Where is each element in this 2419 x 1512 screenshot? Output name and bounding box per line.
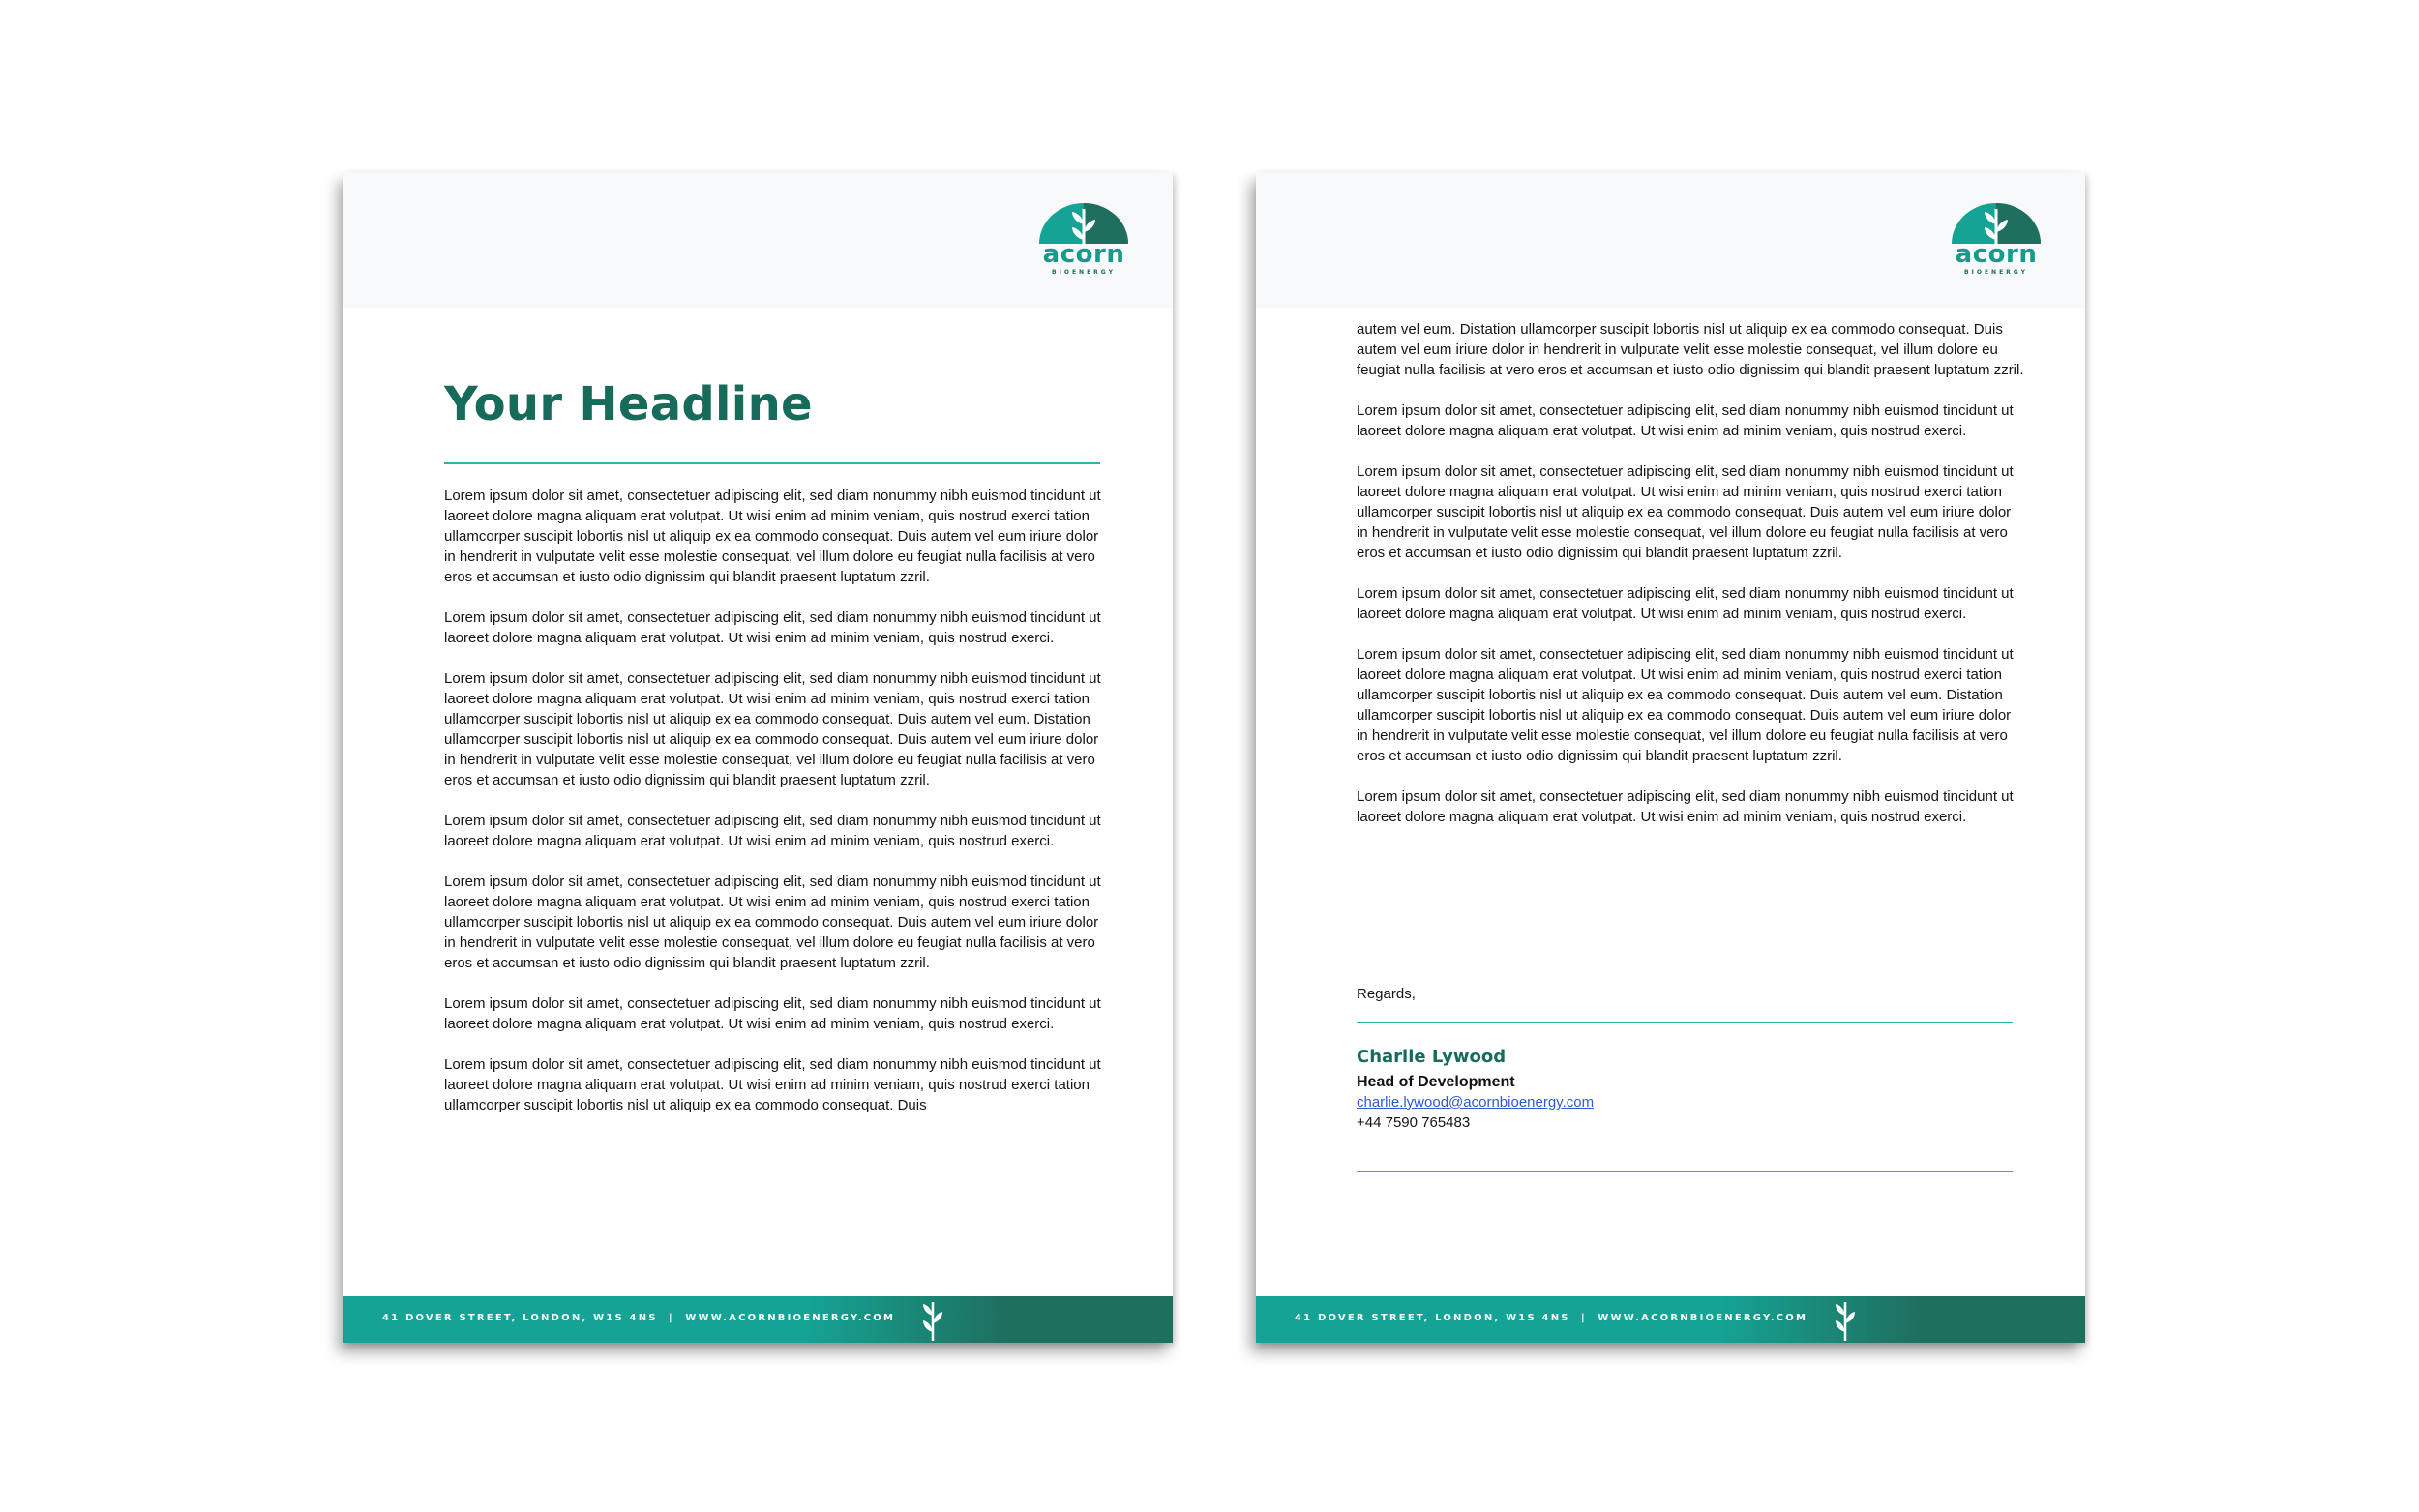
paragraph: Lorem ipsum dolor sit amet, consectetuer adipiscing elit, sed diam nonummy nibh euismod tincidunt ut laoreet dolore magna aliquam erat volutpat. Ut wisi enim ad minim veniam, quis nostrud exerci. [444,609,1101,646]
paragraph: Lorem ipsum dolor sit amet, consectetuer adipiscing elit, sed diam nonummy nibh euismod tincidunt ut laoreet dolore magna aliquam erat volutpat. Ut wisi enim ad minim veniam, quis nostrud exerci tation ullamcorper suscipit lobortis nisl ut aliquip ex ea commodo consequat. Duis autem vel eum iriure dolor in hendrerit in vulputate velit esse molestie consequat, vel illum dolore eu feugiat nulla facilisis at vero eros et accumsan et iusto odio dignissim qui blandit praesent luptatum zzril. [1357,463,2014,561]
leaf-sprig-icon [918,1298,947,1341]
paragraph: autem vel eum. Distation ullamcorper suscipit lobortis nisl ut aliquip ex ea commodo consequat. Duis autem vel eum iriure dolor in hendrerit in vulputate velit esse molestie consequat, vel illum dolore eu feugiat nulla facilisis at vero eros et accumsan et iusto odio dignissim qui blandit praesent luptatum zzril. [1357,321,2024,378]
headline-divider [444,462,1100,464]
leaf-sprig-icon [1831,1298,1860,1341]
acorn-logo [1950,203,2043,284]
logo-text: acorn [1042,240,1125,269]
page2-body [1357,319,2024,847]
headline: Your Headline [444,377,813,431]
paragraph: Lorem ipsum dolor sit amet, consectetuer adipiscing elit, sed diam nonummy nibh euismod tincidunt ut laoreet dolore magna aliquam erat volutpat. Ut wisi enim ad minim veniam, quis nostrud exerci. [1357,585,2014,622]
acorn-logo [1037,203,1130,284]
paragraph: Lorem ipsum dolor sit amet, consectetuer adipiscing elit, sed diam nonummy nibh euismod tincidunt ut laoreet dolore magna aliquam erat volutpat. Ut wisi enim ad minim veniam, quis nostrud exerci. [1357,788,2014,825]
footer-address: 41 DOVER STREET, LONDON, W1S 4NS | WWW.ACORNBIOENERGY.COM [382,1313,896,1323]
letterhead-page-2 [1256,172,2085,1343]
paragraph: Lorem ipsum dolor sit amet, consectetuer adipiscing elit, sed diam nonummy nibh euismod tincidunt ut laoreet dolore magna aliquam erat volutpat. Ut wisi enim ad minim veniam, quis nostrud exerci tation ullamcorper suscipit lobortis nisl ut aliquip ex ea commodo consequat. Duis autem vel eum iriure dolor in hendrerit in vulputate velit esse molestie consequat, vel illum dolore eu feugiat nulla facilisis at vero eros et accumsan et iusto odio dignissim qui blandit praesent luptatum zzril. [444,874,1101,971]
closing-text: Regards, [1357,986,1416,1002]
signature-divider-top [1357,1022,2013,1023]
footer-address: 41 DOVER STREET, LONDON, W1S 4NS | WWW.ACORNBIOENERGY.COM [1295,1313,1808,1323]
page-footer [343,1296,1173,1343]
signature-title: Head of Development [1357,1074,1515,1090]
page-footer [1256,1296,2085,1343]
paragraph: Lorem ipsum dolor sit amet, consectetuer adipiscing elit, sed diam nonummy nibh euismod tincidunt ut laoreet dolore magna aliquam erat volutpat. Ut wisi enim ad minim veniam, quis nostrud exerci tation ullamcorper suscipit lobortis nisl ut aliquip ex ea commodo consequat. Duis autem vel eum. Distation ullamcorper suscipit lobortis nisl ut aliquip ex ea commodo consequat. Duis autem vel eum iriure dolor in hendrerit in vulputate velit esse molestie consequat, vel illum dolore eu feugiat nulla facilisis at vero eros et accumsan et iusto odio dignissim qui blandit praesent luptatum zzril. [444,670,1101,788]
page1-body [444,486,1112,1136]
paragraph: Lorem ipsum dolor sit amet, consectetuer adipiscing elit, sed diam nonummy nibh euismod tincidunt ut laoreet dolore magna aliquam erat volutpat. Ut wisi enim ad minim veniam, quis nostrud exerci tation ullamcorper suscipit lobortis nisl ut aliquip ex ea commodo consequat. Duis autem vel eum. Distation ullamcorper suscipit lobortis nisl ut aliquip ex ea commodo consequat. Duis autem vel eum iriure dolor in hendrerit in vulputate velit esse molestie consequat, vel illum dolore eu feugiat nulla facilisis at vero eros et accumsan et iusto odio dignissim qui blandit praesent luptatum zzril. [1357,646,2014,764]
signature-email-link[interactable]: charlie.lywood@acornbioenergy.com [1357,1094,1595,1111]
signature-phone: +44 7590 765483 [1357,1114,1471,1131]
logo-subtext: BIOENERGY [1964,269,2028,276]
paragraph: Lorem ipsum dolor sit amet, consectetuer adipiscing elit, sed diam nonummy nibh euismod tincidunt ut laoreet dolore magna aliquam erat volutpat. Ut wisi enim ad minim veniam, quis nostrud exerci. [444,995,1101,1032]
signature-name: Charlie Lywood [1357,1047,1507,1067]
logo-subtext: BIOENERGY [1052,269,1116,276]
paragraph: Lorem ipsum dolor sit amet, consectetuer adipiscing elit, sed diam nonummy nibh euismod tincidunt ut laoreet dolore magna aliquam erat volutpat. Ut wisi enim ad minim veniam, quis nostrud exerci tation ullamcorper suscipit lobortis nisl ut aliquip ex ea commodo consequat. Duis autem vel eum iriure dolor in hendrerit in vulputate velit esse molestie consequat, vel illum dolore eu feugiat nulla facilisis at vero eros et accumsan et iusto odio dignissim qui blandit praesent luptatum zzril. [444,488,1101,585]
signature-divider-bottom [1357,1171,2013,1172]
logo-text: acorn [1955,240,2038,269]
paragraph: Lorem ipsum dolor sit amet, consectetuer adipiscing elit, sed diam nonummy nibh euismod tincidunt ut laoreet dolore magna aliquam erat volutpat. Ut wisi enim ad minim veniam, quis nostrud exerci. [444,813,1101,849]
paragraph: Lorem ipsum dolor sit amet, consectetuer adipiscing elit, sed diam nonummy nibh euismod tincidunt ut laoreet dolore magna aliquam erat volutpat. Ut wisi enim ad minim veniam, quis nostrud exerci tation ullamcorper suscipit lobortis nisl ut aliquip ex ea commodo consequat. Duis [444,1056,1101,1113]
paragraph: Lorem ipsum dolor sit amet, consectetuer adipiscing elit, sed diam nonummy nibh euismod tincidunt ut laoreet dolore magna aliquam erat volutpat. Ut wisi enim ad minim veniam, quis nostrud exerci. [1357,402,2014,439]
letterhead-page-1 [343,172,1173,1343]
